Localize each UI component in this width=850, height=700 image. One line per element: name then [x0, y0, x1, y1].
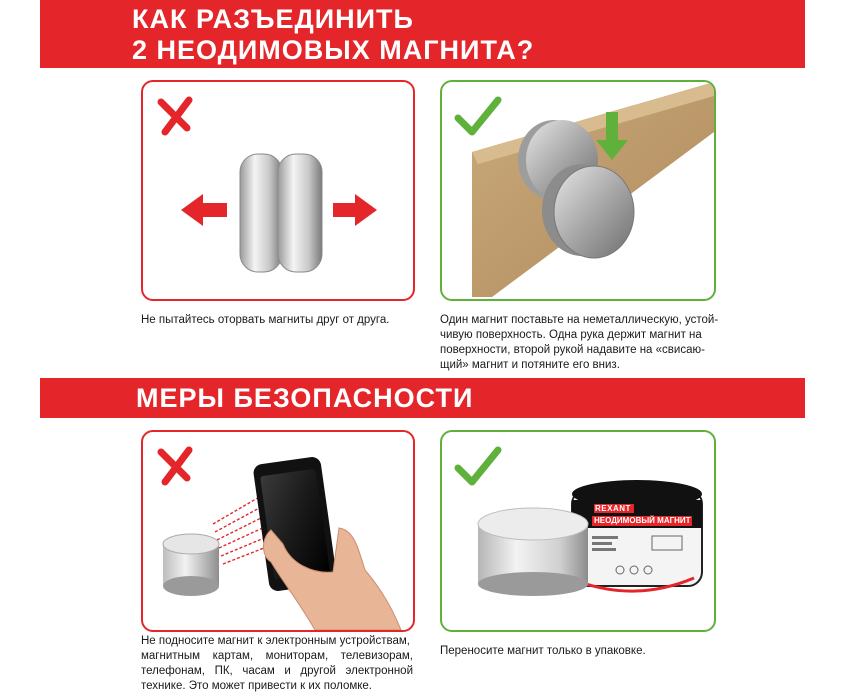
check-icon [458, 100, 498, 132]
caption-bottom-left [141, 634, 413, 694]
caption-bottom-left-line4: технике. Это может привести к их поломке. [141, 680, 373, 692]
header-title-line2: 2 НЕОДИМОВЫХ МАГНИТА? [132, 35, 535, 65]
check-icon [458, 450, 498, 482]
header-title-line1: КАК РАЗЪЕДИНИТЬ [132, 4, 414, 34]
illustration-pull-apart [143, 82, 413, 299]
magnet-cylinder [163, 534, 219, 596]
panel-right-packaging [440, 430, 716, 632]
magnet-cylinder [478, 508, 588, 596]
caption-top-right-line3: поверхности, второй рукой надавите на «свисаю- [440, 344, 705, 356]
header-banner [40, 0, 805, 68]
panel-right-separate [440, 80, 716, 301]
caption-bottom-left-line3: телефонам, ПК, часам и другой электронной [141, 665, 413, 677]
section-title: МЕРЫ БЕЗОПАСНОСТИ [136, 383, 474, 413]
caption-top-right-line2: чивую поверхность. Одна рука держит магнит на [440, 329, 702, 341]
arrow-right-icon [333, 194, 377, 226]
illustration-phone-near-magnet [143, 432, 413, 630]
cross-icon [161, 450, 189, 482]
cross-icon [161, 100, 189, 132]
package-brand: REXANT [595, 504, 631, 513]
package-tin [572, 480, 702, 591]
caption-top-right-line1: Один магнит поставьте на неметаллическую, устой- [440, 314, 719, 326]
caption-top-right [440, 313, 725, 373]
magnet-pair [240, 154, 322, 272]
caption-bottom-left-line2: магнитным картам, мониторам, телевизорам, [141, 650, 413, 662]
panel-wrong-electronics [141, 430, 415, 632]
caption-top-left: Не пытайтесь оторвать магниты друг от друга. [141, 314, 390, 326]
magnet-hanging [542, 164, 634, 258]
illustration-packaged-magnet [442, 432, 714, 630]
package-label: НЕОДИМОВЫЙ МАГНИТ [594, 516, 691, 525]
arrow-left-icon [181, 194, 227, 226]
caption-top-right-line4: щий» магнит и потяните его вниз. [440, 359, 620, 371]
section-banner-safety [40, 378, 805, 418]
caption-bottom-right: Переносите магнит только в упаковке. [440, 645, 646, 657]
panel-wrong-separate [141, 80, 415, 301]
illustration-slide-off [442, 82, 714, 299]
caption-bottom-left-line1: Не подносите магнит к электронным устройствам, [141, 635, 410, 647]
